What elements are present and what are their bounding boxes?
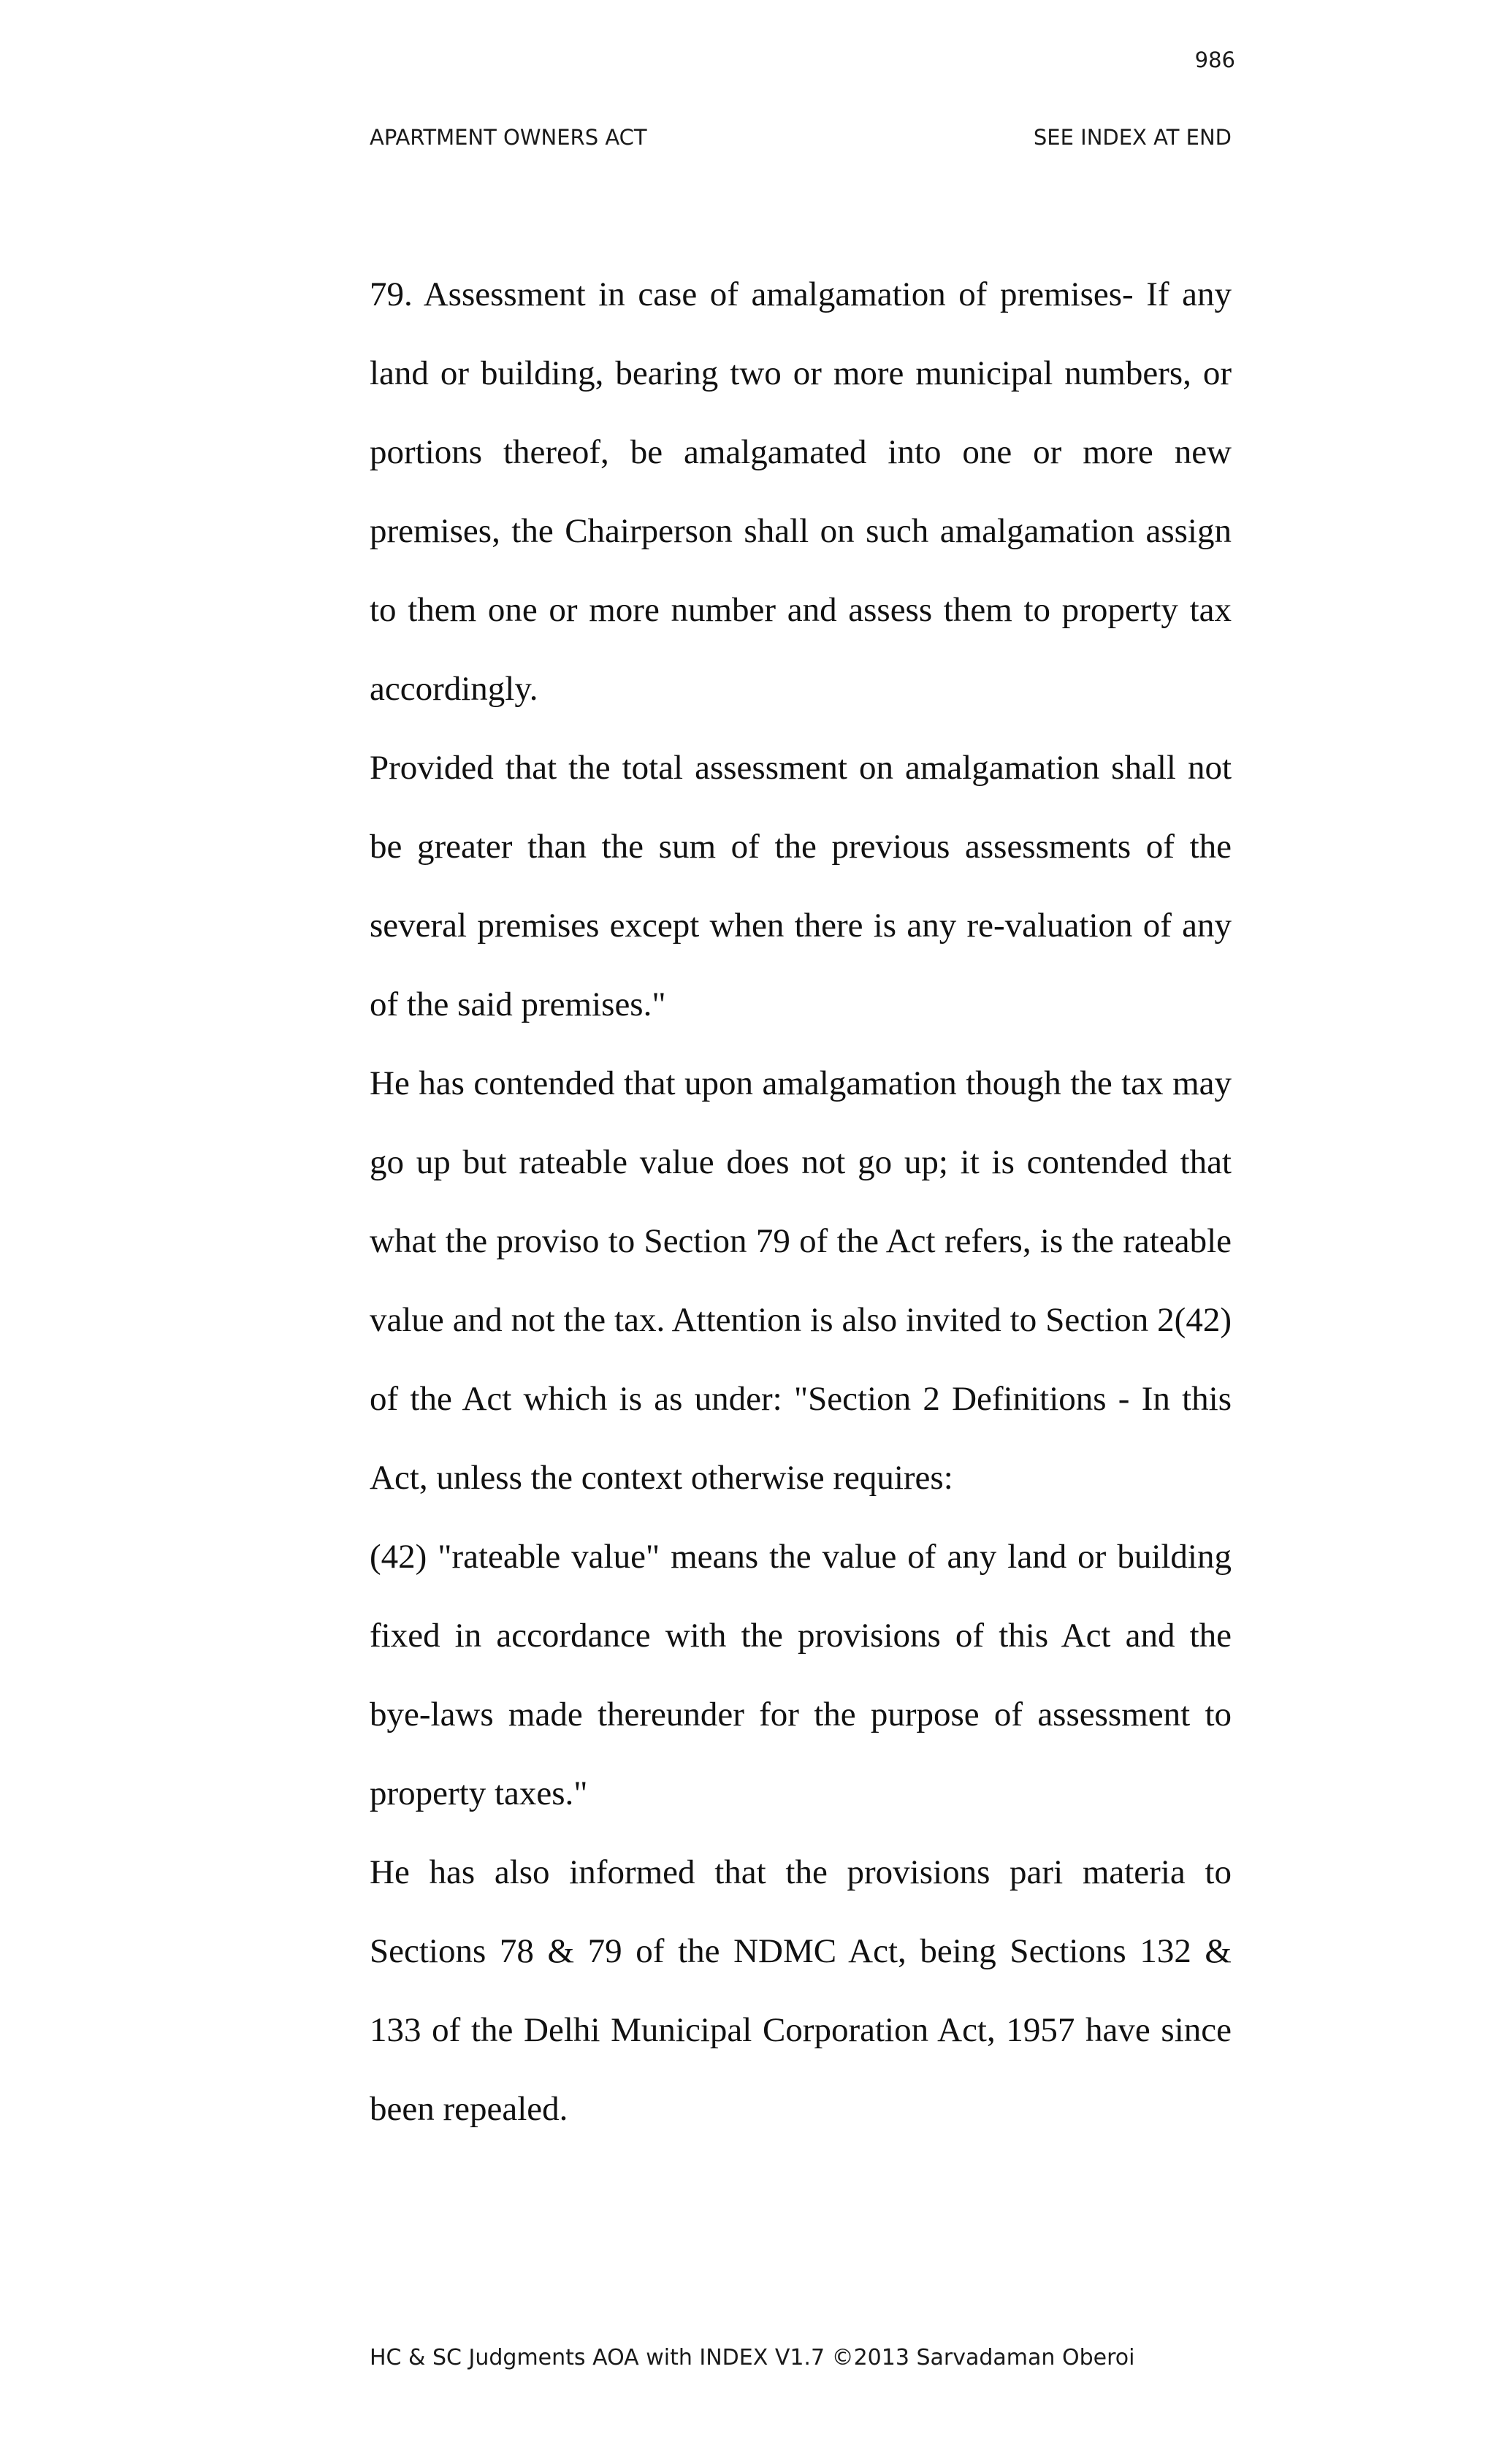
paragraph-section-79: 79. Assessment in case of amalgamation of premises- If any land or building, bearing two or more municipal numbers, or portions thereof, be amalgamated into one or more new premises, the Chairperson shall on such amalgamation assign to them one or more number and assess them to property tax accordingly. xyxy=(370,275,1232,708)
paragraph-proviso: Provided that the total assessment on amalgamation shall not be greater than the sum of the previous assessments of the several premises except when there is any re-valuation of any of the said premises." xyxy=(370,749,1232,1023)
running-header-index-note: SEE INDEX AT END xyxy=(1033,125,1232,150)
page-number: 986 xyxy=(1194,47,1235,72)
running-header-title: APARTMENT OWNERS ACT xyxy=(370,125,647,150)
paragraph-repeal-note: He has also informed that the provisions pari materia to Sections 78 & 79 of the NDMC Act, being Sections 132 & 133 of the Delhi Municipal Corporation Act, 1957 have since been repealed. xyxy=(370,1853,1232,2128)
paragraph-contention: He has contended that upon amalgamation though the tax may go up but rateable value does not go up; it is contended that what the proviso to Section 79 of the Act refers, is the rateable value and not the tax. Attention is also invited to Section 2(42) of the Act which is as under: "Section 2 Definitions - In this Act, unless the context otherwise requires: xyxy=(370,1064,1232,1497)
paragraph-definition-42: (42) "rateable value" means the value of any land or building fixed in accordance with the provisions of this Act and the bye-laws made thereunder for the purpose of assessment to property taxes." xyxy=(370,1538,1232,1812)
body-text xyxy=(370,255,1232,2148)
page-footer: HC & SC Judgments AOA with INDEX V1.7 ©2013 Sarvadaman Oberoi xyxy=(370,2345,1135,2370)
